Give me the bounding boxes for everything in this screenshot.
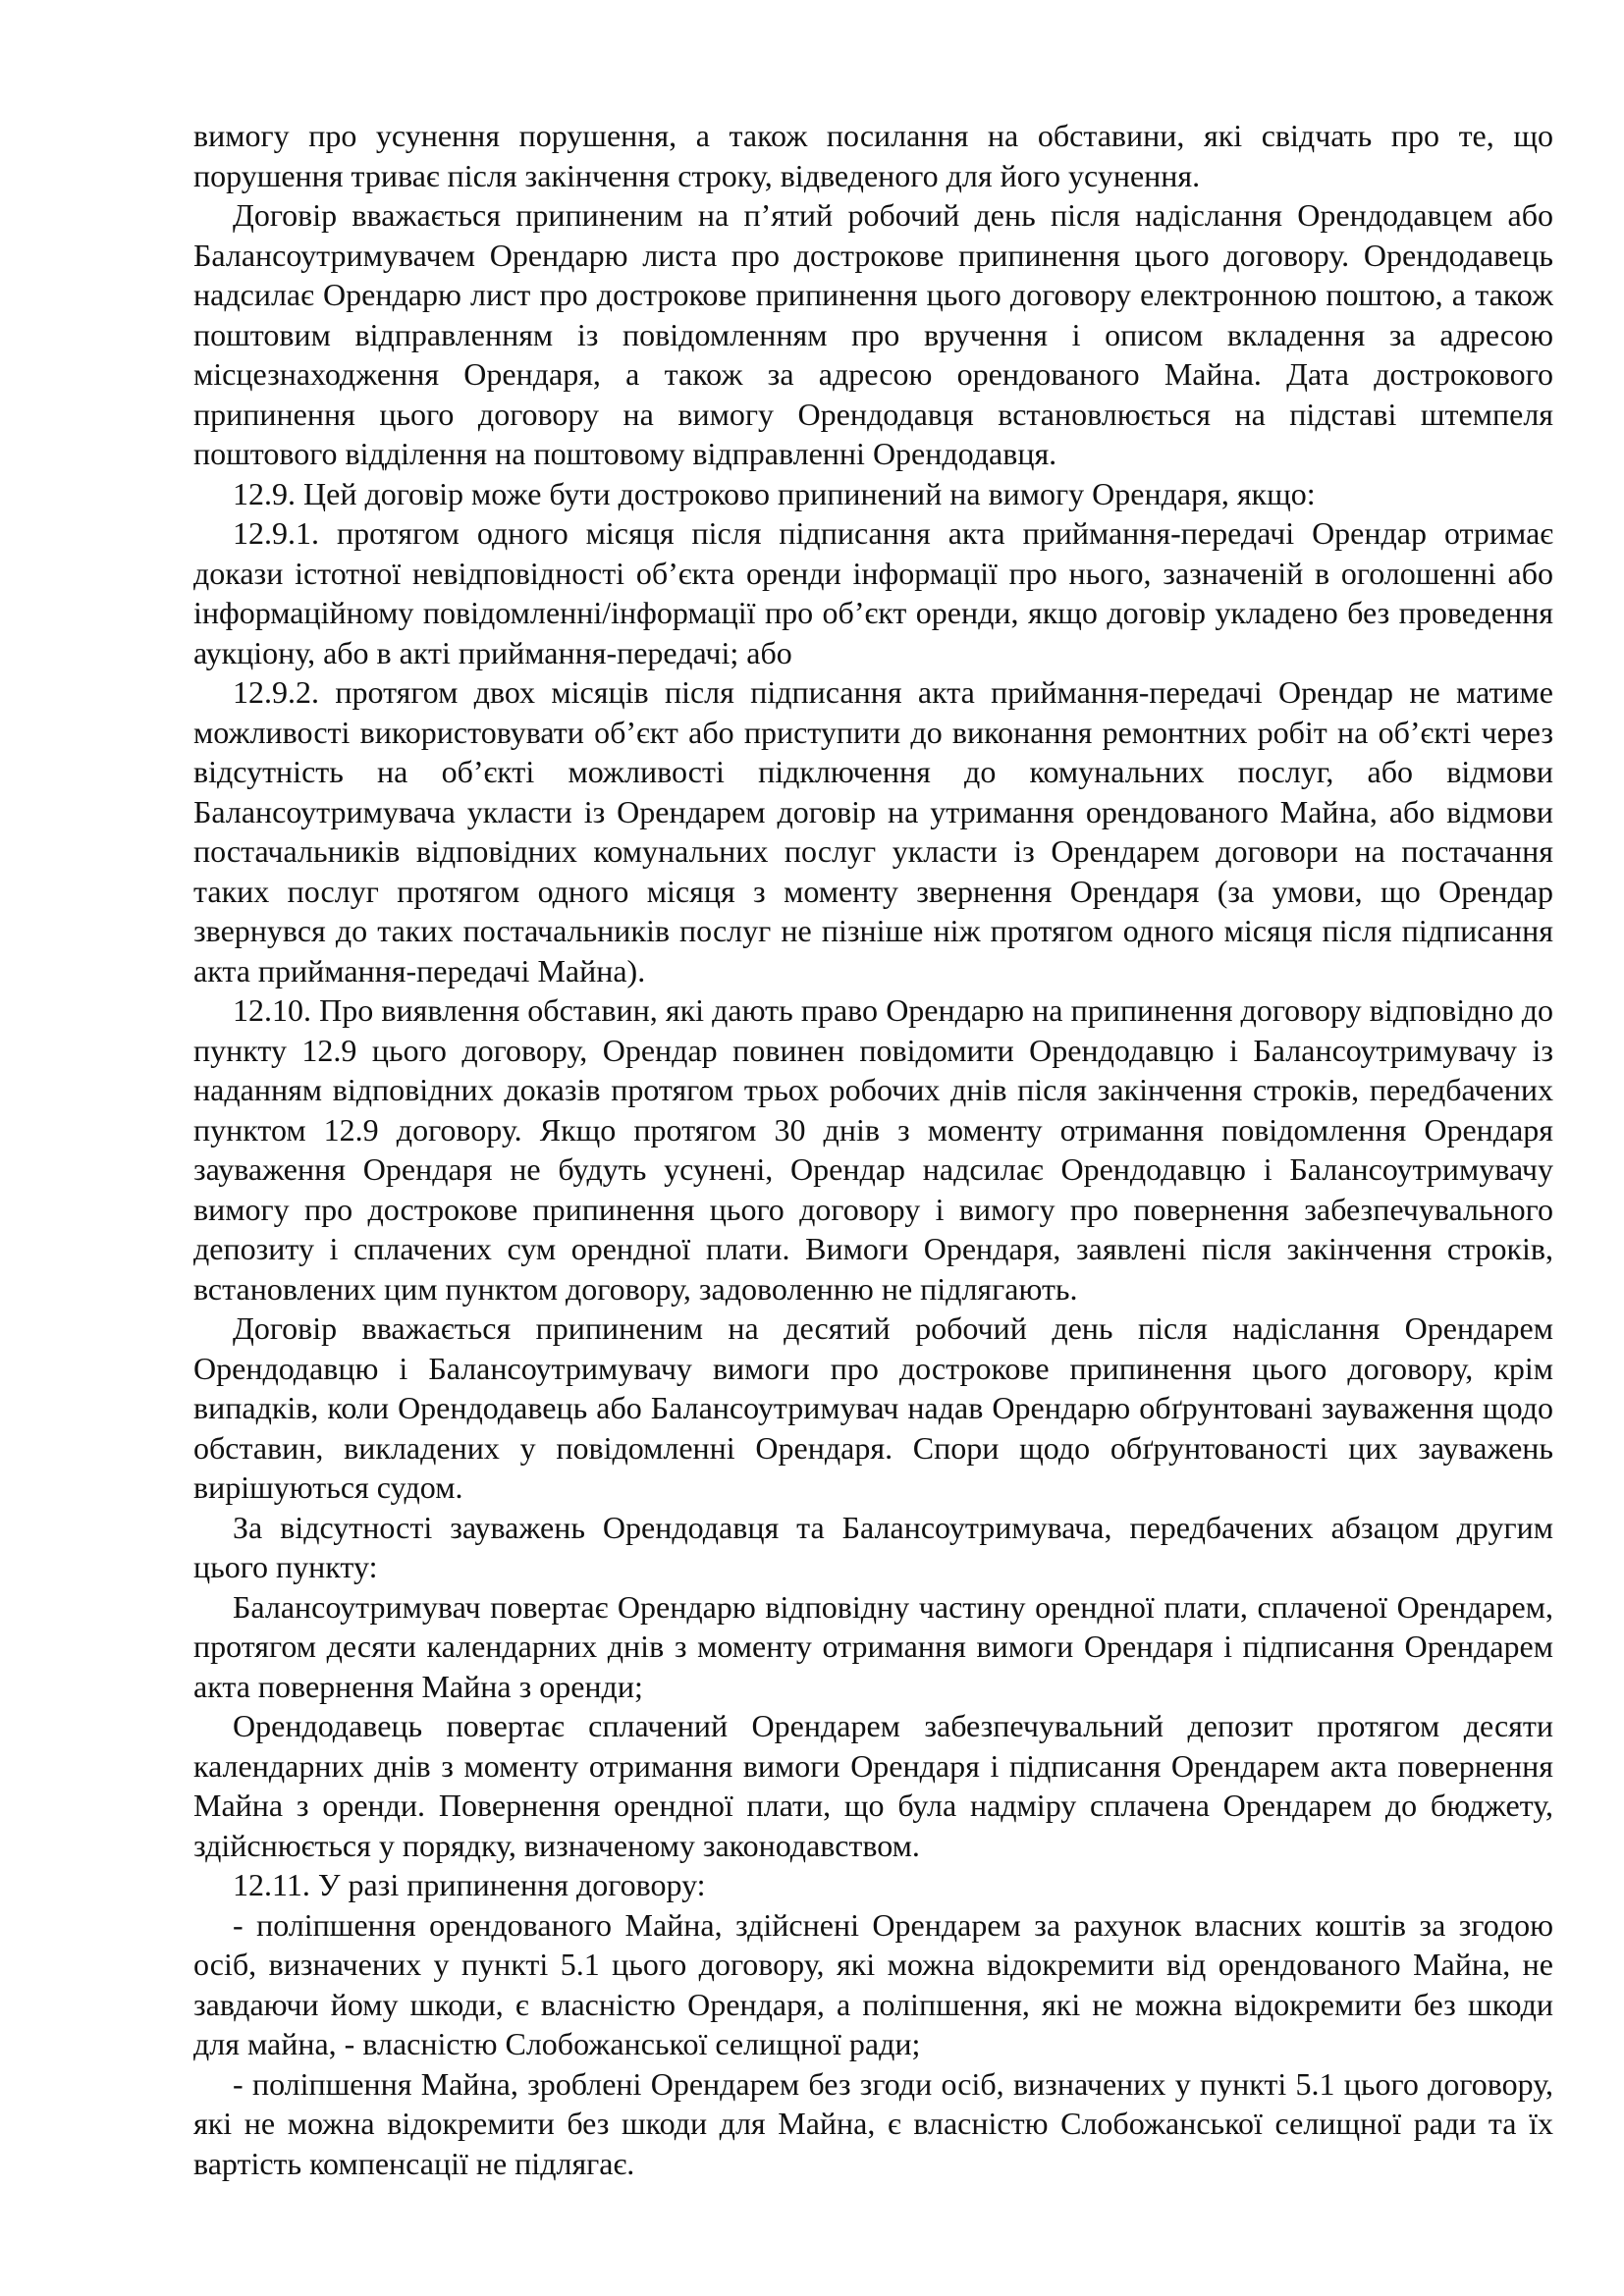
clause-12-10: 12.10. Про виявлення обставин, які дають право Орендарю на припинення договору відповідно до пункту 12.9 цього договору, Орендар повинен повідомити Орендодавцю і Балансоутримувачу із наданням відповідних доказів протягом трьох робочих днів після закінчення строків, передбачених пунктом 12.9 договору. Якщо протягом 30 днів з моменту отримання повідомлення Орендаря зауваження Орендаря не будуть усунені, Орендар надсилає Орендодавцю і Балансоутримувачу вимогу про дострокове припинення цього договору і вимогу про повернення забезпечувального депозиту і сплачених сум орендної плати. Вимоги Орендаря, заявлені після закінчення строків, встановлених цим пунктом договору, задоволенню не підлягають. xyxy=(193,992,1553,1307)
list-item-inseparable-improvements: - поліпшення Майна, зроблені Орендарем без згоди осіб, визначених у пункті 5.1 цього договору, які не можна відокремити без шкоди для Майна, є власністю Слобожанської селищної ради та їх вартість компенсації не підлягає. xyxy=(193,2065,1553,2181)
clause-12-9-2: 12.9.2. протягом двох місяців після підписання акта приймання-передачі Орендар не матиме можливості використовувати об’єкт або приступити до виконання ремонтних робіт на об’єкті через відсутність на об’єкті можливості підключення до комунальних послуг, або відмови Балансоутримувача укласти із Орендарем договір на утримання орендованого Майна, або відмови постачальників відповідних комунальних послуг укласти із Орендарем договори на постачання таких послуг протягом одного місяця з моменту звернення Орендаря (за умови, що Орендар звернувся до таких постачальників послуг не пізніше ніж протягом одного місяця після підписання акта приймання-передачі Майна). xyxy=(193,674,1553,988)
clause-12-11: 12.11. У разі припинення договору: xyxy=(233,1867,706,1902)
paragraph-deposit-refund: Орендодавець повертає сплачений Орендарем забезпечувальний депозит протягом десяти календарних днів з моменту отримання вимоги Орендаря і підписання Орендарем акта повернення Майна з оренди. Повернення орендної плати, що була надміру сплачена Орендарем до бюджету, здійснюється у порядку, визначеному законодавством. xyxy=(193,1708,1553,1863)
clause-12-9: 12.9. Цей договір може бути достроково припинений на вимогу Орендаря, якщо: xyxy=(233,475,1316,511)
paragraph-termination-lessee: Договір вважається припиненим на десятий робочий день після надіслання Орендарем Орендодавцю і Балансоутримувачу вимоги про дострокове припинення цього договору, крім випадків, коли Орендодавець або Балансоутримувач надав Орендарю обґрунтовані зауваження щодо обставин, викладених у повідомленні Орендаря. Спори щодо обґрунтованості цих зауважень вирішуються судом. xyxy=(193,1310,1553,1505)
paragraph-rent-refund: Балансоутримувач повертає Орендарю відповідну частину орендної плати, сплаченої Орендарем, протягом десяти календарних днів з моменту отримання вимоги Орендаря і підписання Орендарем акта повернення Майна з оренди; xyxy=(193,1588,1553,1704)
paragraph-continuation: вимогу про усунення порушення, а також посилання на обставини, які свідчать про те, що порушення триває після закінчення строку, відведеного для його усунення. xyxy=(193,118,1553,193)
clause-12-9-1: 12.9.1. протягом одного місяця після підписання акта приймання-передачі Орендар отримає докази істотної невідповідності об’єкта оренди інформації про нього, зазначеній в оголошенні або інформаційному повідомленні/інформації про об’єкт оренди, якщо договір укладено без проведення аукціону, або в акті приймання-передачі; або xyxy=(193,515,1553,670)
paragraph-no-objections: За відсутності зауважень Орендодавця та Балансоутримувача, передбачених абзацом другим цього пункту: xyxy=(193,1509,1553,1584)
document-page xyxy=(193,116,1553,2183)
paragraph-termination-lessor: Договір вважається припиненим на п’ятий робочий день після надіслання Орендодавцем або Балансоутримувачем Орендарю листа про дострокове припинення цього договору. Орендодавець надсилає Орендарю лист про дострокове припинення цього договору електронною поштою, а також поштовим відправленням із повідомленням про вручення і описом вкладення за адресою місцезнаходження Орендаря, а також за адресою орендованого Майна. Дата дострокового припинення цього договору на вимогу Орендодавця встановлюється на підставі штемпеля поштового відділення на поштовому відправленні Орендодавця. xyxy=(193,197,1553,471)
list-item-separable-improvements: - поліпшення орендованого Майна, здійснені Орендарем за рахунок власних коштів за згодою осіб, визначених у пункті 5.1 цього договору, які можна відокремити від орендованого Майна, не завдаючи йому шкоди, є власністю Орендаря, а поліпшення, які не можна відокремити без шкоди для майна, - власністю Слобожанської селищної ради; xyxy=(193,1906,1553,2061)
